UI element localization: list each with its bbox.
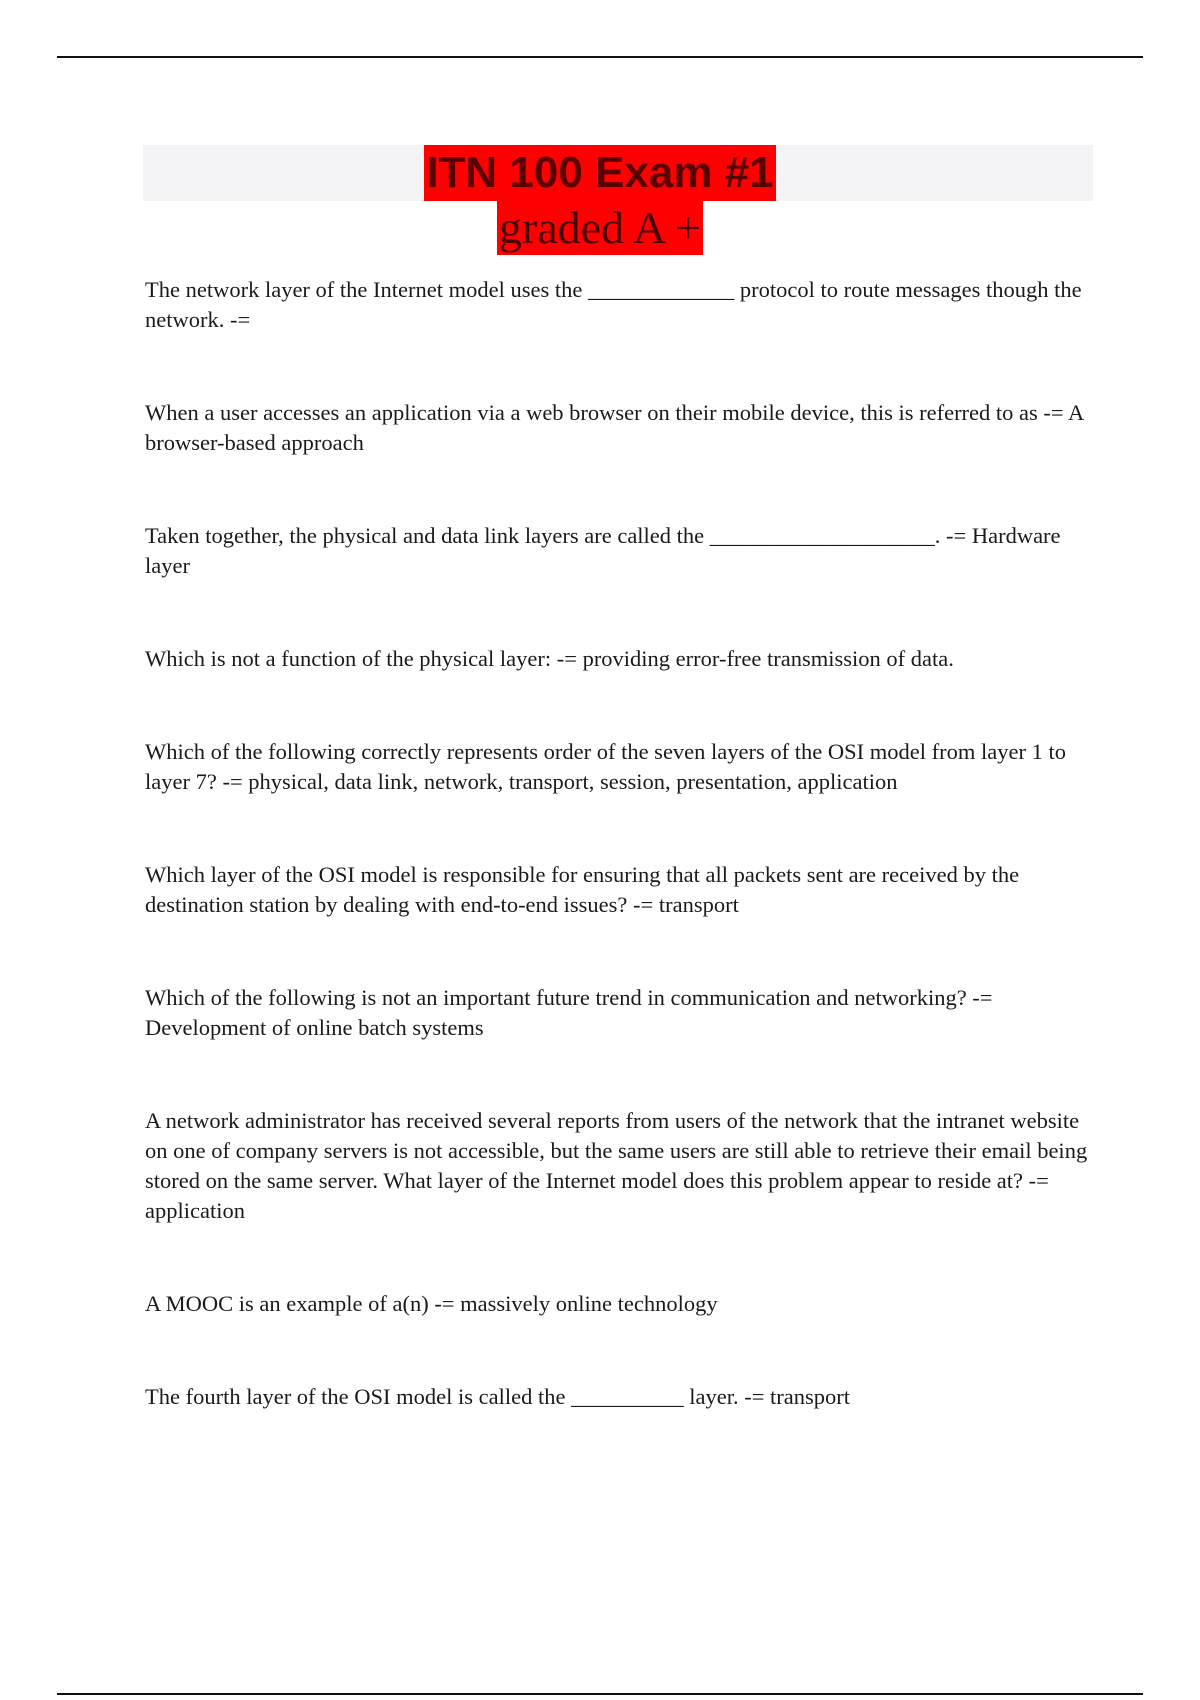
question-item-3: Taken together, the physical and data link layers are called the ____________________. -= Hardware layer — [145, 523, 1061, 578]
question-item-4: Which is not a function of the physical layer: -= providing error-free transmission of data. — [145, 646, 954, 671]
question-item-9: A MOOC is an example of a(n) -= massively online technology — [145, 1291, 718, 1316]
question-item-2: When a user accesses an application via a web browser on their mobile device, this is referred to as -= A browser-based approach — [145, 400, 1083, 455]
question-list — [145, 275, 1095, 1475]
question-item-1: The network layer of the Internet model uses the _____________ protocol to route messages though the network. -= — [145, 277, 1082, 332]
question-item-7: Which of the following is not an important future trend in communication and networking? -= Development of online batch systems — [145, 985, 993, 1040]
document-title — [0, 145, 1200, 255]
question-item-5: Which of the following correctly represents order of the seven layers of the OSI model from layer 1 to layer 7? -= physical, data link, network, transport, session, presentation, application — [145, 739, 1066, 794]
title-line-1: ITN 100 Exam #1 — [424, 145, 775, 201]
question-item-6: Which layer of the OSI model is responsible for ensuring that all packets sent are received by the destination station by dealing with end-to-end issues? -= transport — [145, 862, 1020, 917]
question-item-10: The fourth layer of the OSI model is called the __________ layer. -= transport — [145, 1384, 851, 1409]
bottom-rule — [57, 1693, 1143, 1695]
question-item-8: A network administrator has received several reports from users of the network that the intranet website on one of company servers is not accessible, but the same users are still able to retrieve their email being stored on the same server. What layer of the Internet model does this problem appear to reside at? -= application — [145, 1108, 1088, 1223]
top-rule — [57, 56, 1143, 58]
title-line-2: graded A + — [498, 202, 702, 253]
